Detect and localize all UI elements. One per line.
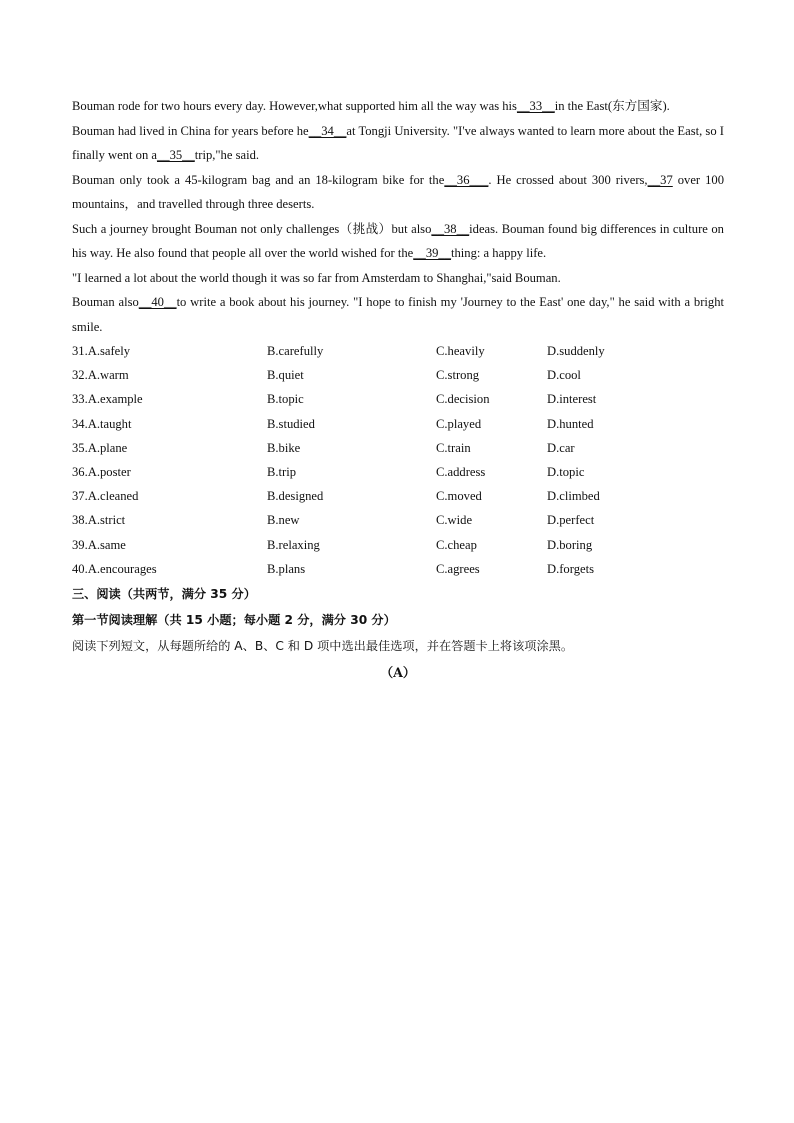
text: . He crossed about 300 rivers, [488,172,648,187]
passage-label: （A） [380,664,416,680]
passage-paragraph-2 [72,119,724,168]
option-d: D.boring [547,537,593,552]
option-row [72,460,724,484]
option-b: B.topic [267,392,304,407]
text: Bouman only took a 45-kilogram bag and an 18-kilogram bike for the [72,172,445,187]
option-row [72,387,724,411]
option-a: 34.A.taught [72,416,132,431]
option-c: C.train [436,440,471,455]
text: at Tongji University. "I've always wanted to learn more about the East, so I finally went on a [72,123,724,162]
instructions: 阅读下列短文，从每题所给的 A、B、C 和 D 项中选出最佳选项，并在答题卡上将该项涂黑。 [72,638,574,653]
option-a: 37.A.cleaned [72,489,139,504]
text: to write a book about his journey. "I hope to finish my 'Journey to the East' one day," he said with a bright smile. [72,295,724,334]
option-row [72,533,724,557]
option-d: D.interest [547,392,597,407]
blank-40: __40__ [138,295,177,309]
blank-39: __39__ [413,246,452,260]
option-b: B.studied [267,416,315,431]
option-a: 39.A.same [72,537,126,552]
option-b: B.bike [267,440,301,455]
option-d: D.suddenly [547,344,605,358]
blank-33: __33__ [516,99,555,113]
option-c: C.strong [436,368,480,383]
text: Bouman had lived in China for years before he [72,123,309,138]
option-d: D.topic [547,464,585,479]
option-b: B.designed [267,489,324,504]
text: thing: a happy life. [451,246,547,260]
passage-paragraph-6 [72,290,724,339]
option-d: D.climbed [547,489,600,504]
option-d: D.perfect [547,513,595,528]
blank-38: __38__ [431,221,470,236]
option-row [72,412,724,436]
text: trip,"he said. [194,148,260,162]
passage-paragraph-5: "I learned a lot about the world though it was so far from Amsterdam to Shanghai,"said Bouman. [72,270,561,285]
option-c: C.moved [436,489,482,504]
blank-35: __35__ [156,148,195,162]
option-a: 38.A.strict [72,513,126,528]
exam-page [72,94,724,686]
option-c: C.agrees [436,561,480,576]
text: over 100 mountains，and travelled through three deserts. [72,172,724,211]
text: Bouman rode for two hours every day. However,what supported him all the way was his [72,99,517,113]
option-row [72,484,724,508]
option-c: C.played [436,416,482,431]
option-row [72,508,724,532]
option-c: C.cheap [436,537,477,552]
option-d: D.cool [547,368,581,383]
option-c: C.decision [436,392,490,407]
option-c: C.address [436,464,486,479]
option-d: D.car [547,440,575,455]
blank-34: __34__ [308,123,347,138]
text: in the East(东方国家). [554,99,670,113]
text: ideas. Bouman found big differences in culture on his way. He also found that people all over the world wished for the [72,221,724,260]
text: Such a journey brought Bouman not only challenges（挑战）but also [72,221,432,236]
option-row [72,557,724,581]
option-row [72,363,724,387]
option-b: B.carefully [267,344,324,358]
option-a: 40.A.encourages [72,561,157,576]
option-a: 32.A.warm [72,368,129,383]
section-title: 三、阅读（共两节，满分 35 分） [72,586,256,601]
option-b: B.relaxing [267,537,320,552]
options-table [72,339,724,581]
option-d: D.hunted [547,416,594,431]
passage-paragraph-4 [72,217,724,266]
option-b: B.quiet [267,368,304,383]
option-row [72,436,724,460]
option-b: B.trip [267,464,297,479]
blank-36: __36___ [444,172,489,187]
passage-paragraph-3 [72,168,724,217]
option-a: 31.A.safely [72,344,131,358]
blank-37: __37 [647,172,673,187]
text: Bouman also [72,295,139,309]
option-a: 36.A.poster [72,464,131,479]
option-c: C.wide [436,513,473,528]
option-a: 35.A.plane [72,440,128,455]
option-b: B.plans [267,561,306,576]
option-d: D.forgets [547,561,594,576]
passage-paragraph-1 [72,94,724,119]
part-title: 第一节阅读理解（共 15 小题；每小题 2 分，满分 30 分） [72,612,396,627]
option-b: B.new [267,513,300,528]
option-row [72,339,724,363]
option-a: 33.A.example [72,392,143,407]
option-c: C.heavily [436,344,485,358]
